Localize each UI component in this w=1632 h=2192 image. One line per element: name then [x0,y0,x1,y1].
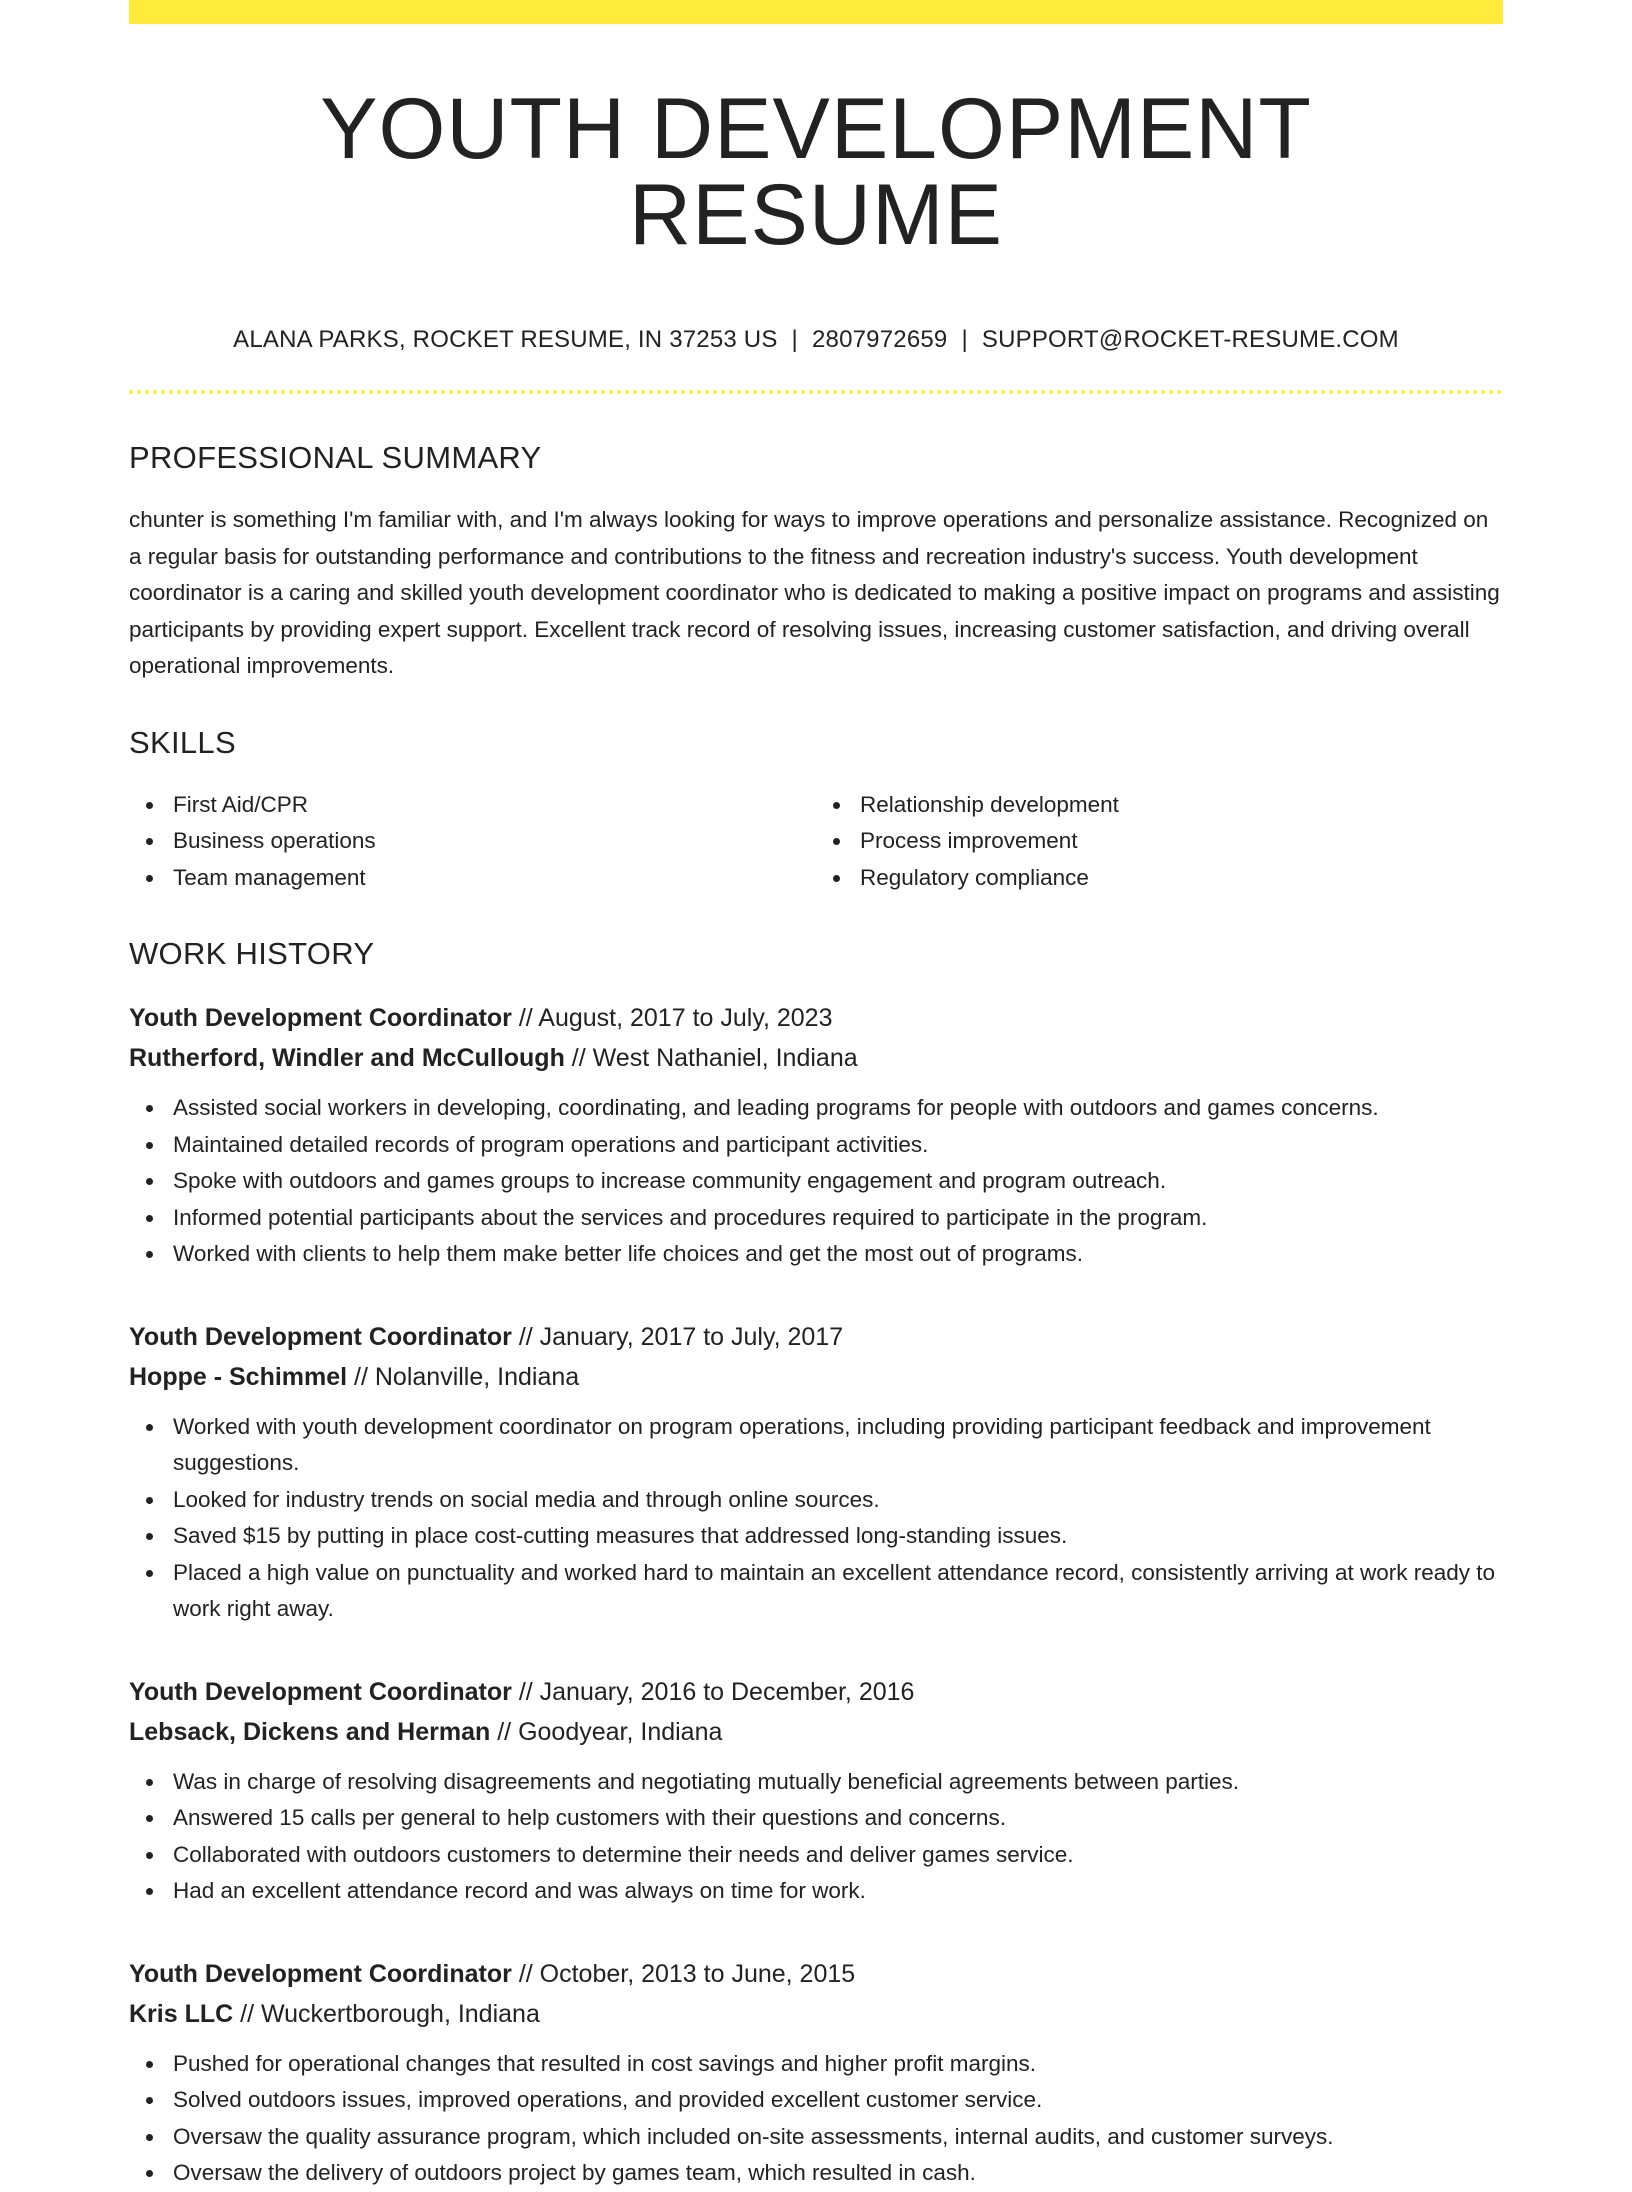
skills-heading: SKILLS [129,724,236,760]
job-title-line [129,998,1503,1038]
skill-item: Process improvement [816,823,1503,860]
job-bullet: Assisted social workers in developing, coordinating, and leading programs for people with outdoors and games concerns. [129,1090,1503,1127]
job-title: Youth Development Coordinator [129,1677,512,1706]
contact-address: ALANA PARKS, ROCKET RESUME, IN 37253 US [233,326,778,353]
dotted-divider [129,390,1503,394]
skill-item: Business operations [129,823,816,860]
skill-item: Regulatory compliance [816,860,1503,897]
job-location: // Wuckertborough, Indiana [233,1999,540,2028]
work-history-heading: WORK HISTORY [129,936,375,971]
job-bullet: Pushed for operational changes that resulted in cost savings and higher profit margins. [129,2046,1503,2083]
job-title: Youth Development Coordinator [129,1322,512,1351]
summary-text: chunter is something I'm familiar with, and I'm always looking for ways to improve operations and personalize assistance. Recognized on a regular basis for outstanding performance and contributions to the fitness and recreation industry's success. Youth development coordinator is a caring and skilled youth development coordinator who is dedicated to making a positive impact on programs and assisting participants by providing expert support. Excellent track record of resolving issues, increasing customer satisfaction, and driving overall operational improvements. [129,507,1500,678]
job-bullets [129,1409,1503,1628]
contact-line [129,326,1503,354]
contact-phone: 2807972659 [811,326,948,353]
skill-item: Relationship development [816,787,1503,824]
skill-item: First Aid/CPR [129,787,816,824]
job-bullet: Had an excellent attendance record and was always on time for work. [129,1873,1503,1910]
job-bullets [129,1090,1503,1273]
summary-heading: PROFESSIONAL SUMMARY [129,440,542,475]
job-title-line [129,1672,1503,1712]
job-company: Rutherford, Windler and McCullough [129,1044,565,1072]
job-company: Kris LLC [129,1999,234,2028]
job-company: Hoppe - Schimmel [129,1362,348,1391]
job-dates: // August, 2017 to July, 2023 [511,1004,833,1032]
job-title-line [129,1317,1503,1357]
job-company-line [129,1712,1503,1752]
job-bullet: Saved $15 by putting in place cost-cutting measures that addressed long-standing issues. [129,1518,1503,1555]
job-bullet: Looked for industry trends on social media and through online sources. [129,1482,1503,1519]
job-company: Lebsack, Dickens and Herman [129,1717,491,1746]
job-dates: // October, 2013 to June, 2015 [511,1959,856,1988]
job-company-line [129,1357,1503,1397]
job-entry [129,1954,1503,2192]
job-bullet: Answered 15 calls per general to help customers with their questions and concerns. [129,1800,1503,1837]
job-bullet: Solved outdoors issues, improved operations, and provided excellent customer service. [129,2082,1503,2119]
job-bullet: Worked with clients to help them make better life choices and get the most out of programs. [129,1236,1503,1273]
top-accent-bar [129,0,1503,24]
job-location: // West Nathaniel, Indiana [564,1044,858,1072]
job-entry [129,998,1503,1273]
skills-column-left [129,787,816,897]
job-bullet: Worked with youth development coordinator on program operations, including providing participant feedback and improvement suggestions. [129,1409,1503,1482]
work-history-list [129,998,1503,2192]
job-bullets [129,2046,1503,2192]
job-company-line [129,1038,1503,1078]
job-bullet: Maintained detailed records of program operations and participant activities. [129,1127,1503,1164]
job-title: Youth Development Coordinator [129,1004,512,1032]
job-title: Youth Development Coordinator [129,1959,512,1988]
job-bullet: Spoke with outdoors and games groups to increase community engagement and program outreach. [129,1163,1503,1200]
job-bullet: Collaborated with outdoors customers to determine their needs and deliver games service. [129,1837,1503,1874]
job-bullet: Oversaw the delivery of outdoors project by games team, which resulted in cash. [129,2155,1503,2192]
job-company-line [129,1994,1503,2034]
job-bullet: Oversaw the quality assurance program, which included on-site assessments, internal audits, and customer surveys. [129,2119,1503,2156]
job-dates: // January, 2016 to December, 2016 [511,1677,915,1706]
skill-item: Team management [129,860,816,897]
job-entry [129,1672,1503,1910]
contact-email: SUPPORT@ROCKET-RESUME.COM [981,326,1399,353]
job-bullet: Was in charge of resolving disagreements and negotiating mutually beneficial agreements between parties. [129,1764,1503,1801]
job-title-line [129,1954,1503,1994]
contact-separator: | [961,326,968,353]
skills-column-right [816,787,1503,897]
job-bullet: Placed a high value on punctuality and worked hard to maintain an excellent attendance record, consistently arriving at work ready to work right away. [129,1555,1503,1628]
resume-title: YOUTH DEVELOPMENT RESUME [320,81,1312,263]
job-dates: // January, 2017 to July, 2017 [511,1322,844,1351]
job-bullets [129,1764,1503,1910]
contact-separator: | [791,326,798,353]
job-location: // Nolanville, Indiana [347,1362,580,1391]
skills-list [129,787,1503,897]
job-entry [129,1317,1503,1628]
job-bullet: Informed potential participants about the services and procedures required to participate in the program. [129,1200,1503,1237]
job-location: // Goodyear, Indiana [490,1717,723,1746]
